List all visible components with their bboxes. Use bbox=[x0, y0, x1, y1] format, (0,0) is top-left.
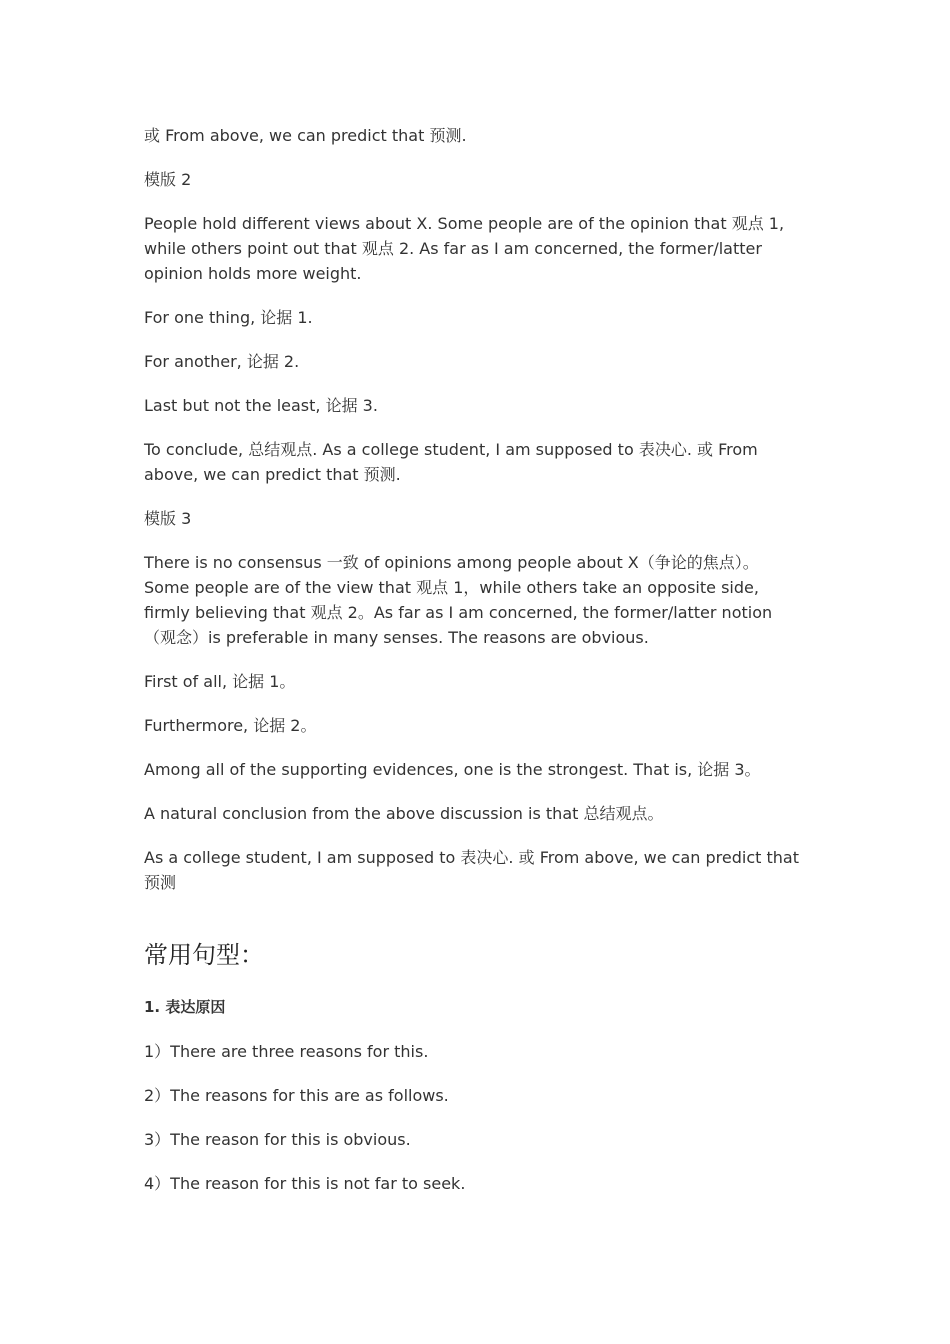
paragraph: Last but not the least, 论据 3. bbox=[144, 396, 378, 415]
paragraph: 或 From above, we can predict that 预测. bbox=[144, 126, 467, 145]
paragraph: People hold different views about X. Some people are of the opinion that 观点 1, while others point out that 观点 2. As far as I am concerned, the former/latter opinion holds more weight. bbox=[144, 214, 785, 283]
template-label: 模版 2 bbox=[144, 170, 192, 189]
paragraph: Among all of the supporting evidences, one is the strongest. That is, 论据 3。 bbox=[144, 760, 761, 779]
paragraph: For another, 论据 2. bbox=[144, 352, 300, 371]
list-item: 3）The reason for this is obvious. bbox=[144, 1130, 411, 1149]
sub-heading: 1. 表达原因 bbox=[144, 998, 226, 1016]
list-item: 2）The reasons for this are as follows. bbox=[144, 1086, 449, 1105]
paragraph: For one thing, 论据 1. bbox=[144, 308, 313, 327]
paragraph: There is no consensus 一致 of opinions among people about X（争论的焦点）。Some people are of the view that 观点 1，while others take an opposite side, firmly believing that 观点 2。As far as I am concerned, the former/latter notion（观念）is preferable in many senses. The reasons are obvious. bbox=[144, 553, 773, 647]
paragraph: To conclude, 总结观点. As a college student, I am supposed to 表决心. 或 From above, we can predict that 预测. bbox=[144, 440, 758, 484]
list-item: 4）The reason for this is not far to seek. bbox=[144, 1174, 466, 1193]
paragraph: As a college student, I am supposed to 表决心. 或 From above, we can predict that 预测 bbox=[144, 848, 799, 892]
paragraph: A natural conclusion from the above discussion is that 总结观点。 bbox=[144, 804, 664, 823]
paragraph: Furthermore, 论据 2。 bbox=[144, 716, 317, 735]
document-page bbox=[144, 123, 800, 1215]
template-label: 模版 3 bbox=[144, 509, 192, 528]
list-item: 1）There are three reasons for this. bbox=[144, 1042, 429, 1061]
section-heading: 常用句型： bbox=[144, 941, 264, 969]
paragraph: First of all, 论据 1。 bbox=[144, 672, 296, 691]
